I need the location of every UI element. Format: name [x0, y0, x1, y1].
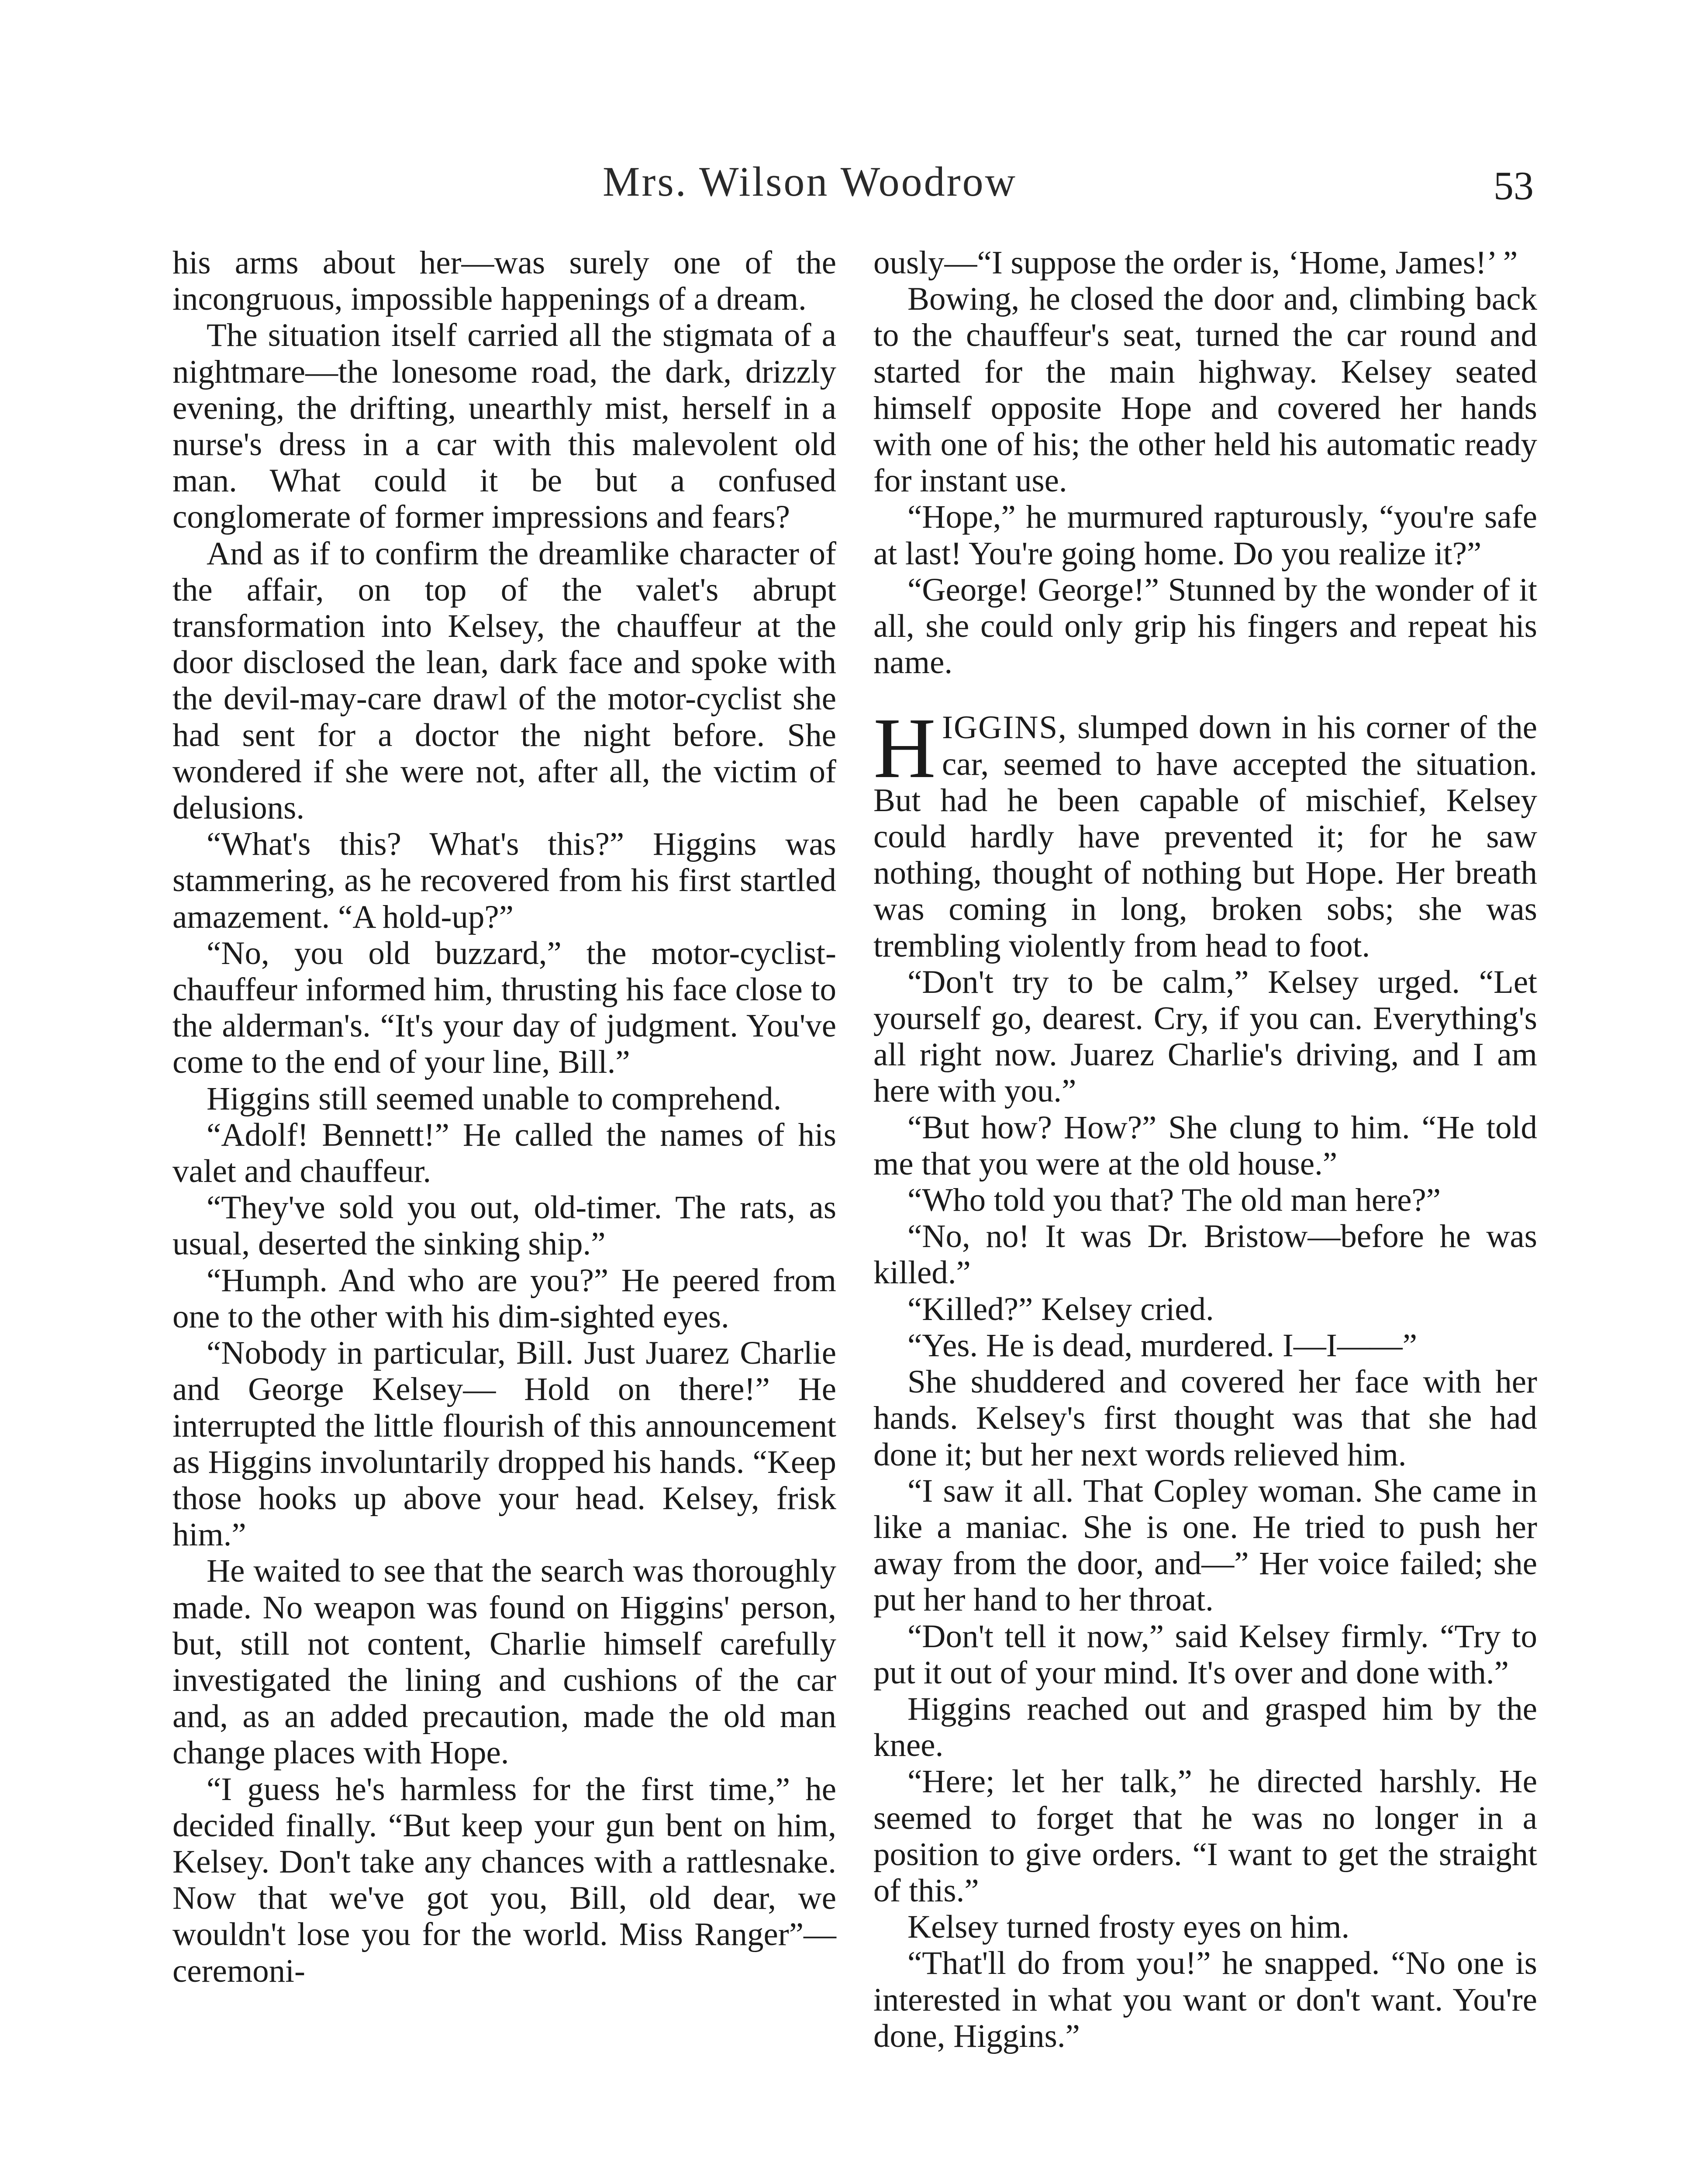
paragraph: “Don't tell it now,” said Kelsey firmly. “Try to put it out of your mind. It's over and done with.” [873, 1618, 1537, 1691]
paragraph: “Here; let her talk,” he directed harshly. He seemed to forget that he was no longer in a position to give orders. “I want to get the straight of this.” [873, 1763, 1537, 1909]
paragraph: “I saw it all. That Copley woman. She came in like a maniac. She is one. He tried to push her away from the door, and—” Her voice failed; she put her hand to her throat. [873, 1472, 1537, 1618]
paragraph: “Killed?” Kelsey cried. [907, 1291, 1214, 1327]
running-head: Mrs. Wilson Woodrow [603, 158, 1017, 205]
page-number: 53 [1494, 163, 1534, 208]
paragraph: “No, you old buzzard,” the motor-cyclist-chauffeur informed him, thrusting his face close to the alderman's. “It's your day of judgment. You've come to the end of your line, Bill.” [172, 935, 836, 1081]
paragraph: “That'll do from you!” he snapped. “No one is interested in what you want or don't want. You're done, Higgins.” [873, 1945, 1537, 2054]
paragraph: Kelsey turned frosty eyes on him. [907, 1909, 1350, 1946]
paragraph: “Don't try to be calm,” Kelsey urged. “Let yourself go, dearest. Cry, if you can. Everything's all right now. Juarez Charlie's driving, and I am here with you.” [873, 964, 1537, 1109]
paragraph: “Hope,” he murmured rapturously, “you're safe at last! You're going home. Do you realize it?” [873, 499, 1537, 572]
paragraph: And as if to confirm the dreamlike character of the affair, on top of the valet's abrupt transformation into Kelsey, the chauffeur at the door disclosed the lean, dark face and spoke with the devil-may-care drawl of the motor-cyclist she had sent for a doctor the night before. She wondered if she were not, after all, the victim of delusions. [172, 535, 836, 826]
small-caps-lead: IGGINS, [942, 709, 1067, 746]
paragraph: “But how? How?” She clung to him. “He told me that you were at the old house.” [873, 1109, 1537, 1182]
paragraph: Higgins reached out and grasped him by the knee. [873, 1690, 1537, 1764]
paragraph: He waited to see that the search was thoroughly made. No weapon was found on Higgins' person, but, still not content, Charlie himself carefully investigated the lining and cushions of the car and, as an added precaution, made the old man change places with Hope. [172, 1553, 836, 1771]
paragraph: Bowing, he closed the door and, climbing back to the chauffeur's seat, turned the car round and started for the main highway. Kelsey seated himself opposite Hope and covered her hands with one of his; the other held his automatic ready for instant use. [873, 281, 1537, 499]
paragraph: “George! George!” Stunned by the wonder of it all, she could only grip his fingers and repeat his name. [873, 571, 1537, 681]
paragraph: She shuddered and covered her face with her hands. Kelsey's first thought was that she had done it; but her next words relieved him. [873, 1364, 1537, 1473]
paragraph: “Yes. He is dead, murdered. I—I——” [907, 1327, 1418, 1364]
paragraph: “Humph. And who are you?” He peered from one to the other with his dim-sighted eyes. [172, 1262, 836, 1335]
paragraph: “Who told you that? The old man here?” [907, 1182, 1441, 1219]
drop-cap-paragraph [873, 700, 1537, 964]
paragraph: “I guess he's harmless for the first time,” he decided finally. “But keep your gun bent on him, Kelsey. Don't take any chances with a rattlesnake. Now that we've got you, Bill, old dear, we wouldn't lose you for the world. Miss Ranger”—ceremoni- [172, 1771, 836, 1989]
paragraph: The situation itself carried all the stigmata of a nightmare—the lonesome road, the dark, drizzly evening, the drifting, unearthly mist, herself in a nurse's dress in a car with this malevolent old man. What could it be but a confused conglomerate of former impressions and fears? [172, 317, 836, 536]
right-column [873, 245, 1537, 2054]
left-column [172, 245, 836, 1989]
drop-cap: H [873, 700, 936, 796]
paragraph: “No, no! It was Dr. Bristow—before he was killed.” [873, 1218, 1537, 1291]
paragraph: Higgins still seemed unable to comprehend. [207, 1080, 782, 1117]
paragraph: his arms about her—was surely one of the incongruous, impossible happenings of a dream. [172, 245, 836, 318]
paragraph-text: slumped down in his corner of the car, seemed to have accepted the situation. But had he been capable of mischief, Kelsey could hardly have prevented it; for he saw nothing, thought of nothing but Hope. Her breath was coming in long, broken sobs; she was trembling violently from head to foot. [873, 709, 1537, 964]
paragraph: “Nobody in particular, Bill. Just Juarez Charlie and George Kelsey— Hold on there!” He interrupted the little flourish of this announcement as Higgins involuntarily dropped his hands. “Keep those hooks up above your head. Kelsey, frisk him.” [172, 1335, 836, 1553]
paragraph: “What's this? What's this?” Higgins was stammering, as he recovered from his first startled amazement. “A hold-up?” [172, 826, 836, 935]
paragraph: “They've sold you out, old-timer. The rats, as usual, deserted the sinking ship.” [172, 1189, 836, 1262]
section-break [873, 681, 1537, 709]
paragraph: “Adolf! Bennett!” He called the names of his valet and chauffeur. [172, 1116, 836, 1190]
paragraph: ously—“I suppose the order is, ‘Home, James!’ ” [873, 245, 1518, 281]
